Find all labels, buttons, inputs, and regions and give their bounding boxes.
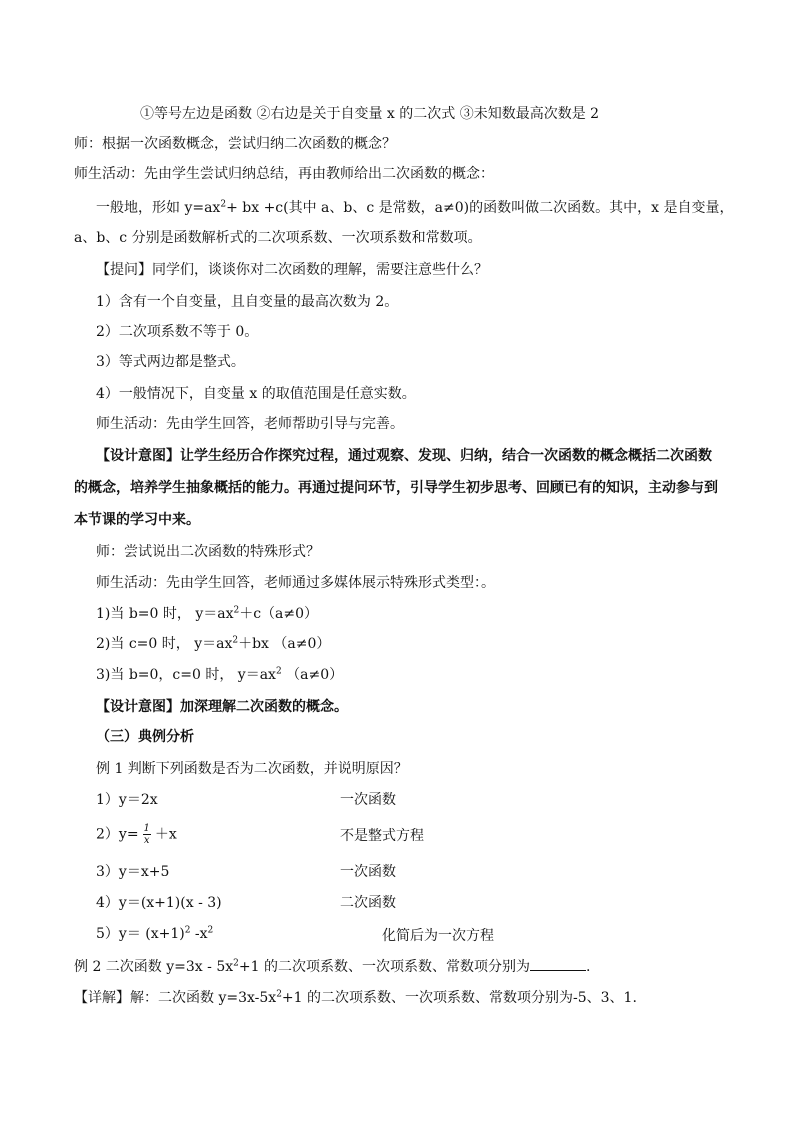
activity-2: 师生活动：先由学生回答，老师帮助引导与完善。 xyxy=(96,416,404,432)
point-2: 2）二次项系数不等于 0。 xyxy=(96,324,259,340)
design-intent-1-line-2: 的概念，培养学生抽象概括的能力。再通过提问环节，引导学生初步思考、回顾已有的知识，主动参与到 xyxy=(74,480,718,496)
condition-list: ①等号左边是函数 ②右边是关于自变量 x 的二次式 ③未知数最高次数是 2 xyxy=(140,106,600,122)
example-2-prompt: 例 2 二次函数 $y=3x - 5x^2+1$ 的二次项系数、一次项系数、常数项分别为 . xyxy=(74,956,590,977)
example-2-solution: 【详解】解：二次函数 $y=3x-5x^2+1$ 的二次项系数、一次项系数、常数项分别为-5、3、1. xyxy=(74,989,637,1006)
point-4: 4）一般情况下，自变量 x 的取值范围是任意实数。 xyxy=(96,386,416,402)
design-intent-1-line-3: 本节课的学习中来。 xyxy=(74,512,200,528)
design-intent-1-line-1: 【设计意图】让学生经历合作探究过程，通过观察、发现、归纳，结合一次函数的概念概括二次函数 xyxy=(96,448,712,464)
example-1-item-2: 2）y= $\frac{1}{x}$ ＋x xyxy=(96,823,177,846)
prompt-question: 【提问】同学们，谈谈你对二次函数的理解，需要注意些什么？ xyxy=(96,262,488,278)
teacher-question-1: 师：根据一次函数概念，尝试归纳二次函数的概念？ xyxy=(74,136,396,152)
example-1-item-1: 1）y＝2x xyxy=(96,792,158,808)
special-form-2: 2)当 c=0 时， $y=ax^2+bx$ （a≠0） xyxy=(96,635,331,652)
section-heading-examples: （三）典例分析 xyxy=(96,729,194,745)
example-1-answer-5: 化简后为一次方程 xyxy=(382,928,494,944)
special-form-3: 3)当 b=0，c=0 时， $y=ax^2$ （a≠0） xyxy=(96,666,344,683)
definition-line-1: 一般地，形如 $y=ax^2+$ bx +c(其中 a、b、c 是常数，a≠0)的函数叫做二次函数。其中，x 是自变量， xyxy=(96,199,734,216)
example-1-prompt: 例 1 判断下列函数是否为二次函数，并说明原因？ xyxy=(96,761,408,777)
example-1-item-4: 4）y＝(x+1)(x - 3) xyxy=(96,895,222,911)
design-intent-2: 【设计意图】加深理解二次函数的概念。 xyxy=(96,699,348,715)
point-1: 1）含有一个自变量，且自变量的最高次数为 2。 xyxy=(96,294,399,310)
example-1-answer-2: 不是整式方程 xyxy=(340,828,424,844)
point-3: 3）等式两边都是整式。 xyxy=(96,354,245,370)
definition-line-2: a、b、c 分别是函数解析式的二次项系数、一次项系数和常数项。 xyxy=(74,230,482,246)
example-1-answer-4: 二次函数 xyxy=(340,895,396,911)
special-form-1: 1)当 b=0 时， $y=ax^2+c(a\ne 0)$ xyxy=(96,605,319,622)
activity-3: 师生活动：先由学生回答，老师通过多媒体展示特殊形式类型：。 xyxy=(96,575,495,591)
teacher-question-2: 师：尝试说出二次函数的特殊形式？ xyxy=(96,544,320,560)
example-1-answer-3: 一次函数 xyxy=(340,864,396,880)
example-1-answer-1: 一次函数 xyxy=(340,792,396,808)
example-1-item-3: 3）y＝x+5 xyxy=(96,864,170,880)
fraction-1-over-x: $\frac{1}{x}$ xyxy=(143,823,150,846)
answer-blank[interactable] xyxy=(530,956,586,971)
activity-1: 师生活动：先由学生尝试归纳总结，再由教师给出二次函数的概念： xyxy=(74,166,494,182)
example-1-item-5: $5)y= (x+1)^2$ $-x^2$ xyxy=(96,925,214,942)
